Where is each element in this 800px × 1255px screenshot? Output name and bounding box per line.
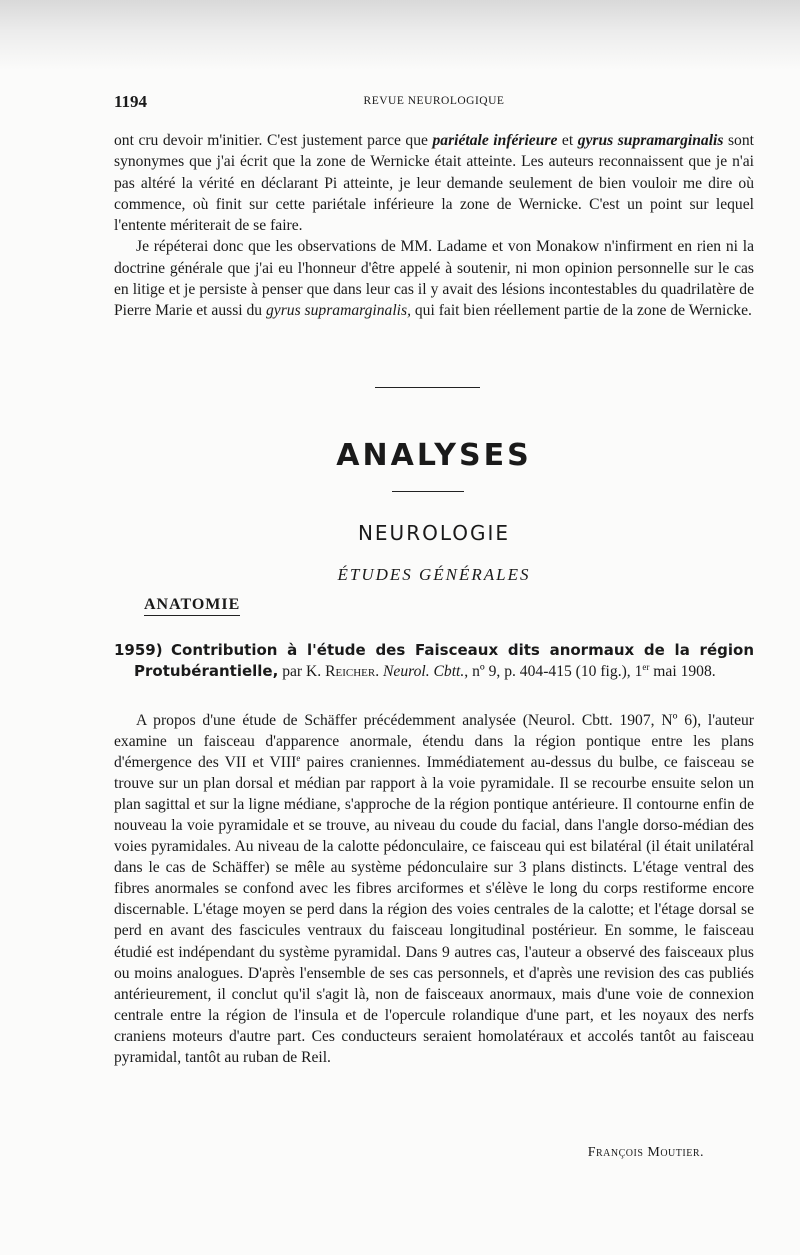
separator-rule-2 bbox=[392, 491, 464, 492]
intro-paragraph-2 bbox=[114, 236, 754, 321]
intro-p1-b: et bbox=[557, 132, 578, 149]
entry-body-a: A propos d'une étude de Schäffer précédemment analysée (Neurol. Cbtt. bbox=[136, 712, 620, 729]
entry-title: Contribution à l'étude des Faisceaux dits anormaux de la région Protubérantielle, bbox=[134, 641, 754, 680]
page-number: 1194 bbox=[114, 92, 148, 111]
journal-title: REVUE NEUROLOGIQUE bbox=[363, 95, 505, 107]
entry-body-paragraph bbox=[114, 710, 754, 1068]
intro-p1-c: sont synonymes que j'ai écrit que la zone de Wernicke était atteinte. Les auteurs reconnaissent que je n'ai pas altéré la vérité en déclarant Pi atteinte, je leur demande seulement de bien vouloir me dire où commence, où finit sur cette pariétale inférieure la zone de Wernicke. C'est un point sur lequel l'entente mériterait de se faire. bbox=[114, 132, 754, 235]
entry-citation bbox=[114, 640, 754, 682]
entry-date-sup: er bbox=[642, 661, 650, 672]
entry-volume: , nº 9, p. 404-415 (10 fig.), 1 bbox=[464, 663, 643, 680]
scan-shading bbox=[0, 0, 800, 70]
term-gyrus-supramarginalis: gyrus supramarginalis bbox=[577, 132, 724, 149]
entry-by: par bbox=[278, 663, 307, 680]
term-parietale-inferieure: pariétale inférieure bbox=[432, 132, 558, 149]
entry-date: mai 1908. bbox=[649, 663, 716, 680]
category-title: ÉTUDES GÉNÉRALES bbox=[337, 565, 531, 584]
analysis-entry bbox=[114, 640, 754, 682]
separator-rule-1 bbox=[375, 387, 480, 388]
entry-body-b: , l'auteur examine un faisceau d'apparence anormale, étendu dans la région pontique entre les plans d'émergence des VII et VIII bbox=[114, 712, 754, 772]
intro-p2-b: qui fait bien réellement partie de la zone de Wernicke. bbox=[410, 302, 752, 320]
entry-number: 1959) bbox=[114, 641, 163, 659]
entry-body-c: paires craniennes. Immédiatement au-dessus du bulbe, ce faisceau se trouve sur un plan dorsal et médian par rapport à la voie pyramidale. Il se recourbe ensuite selon un plan sagittal et sur la ligne médiane, s'approche de la région pontique antérieure. Il contourne enfin de nouveau la voie pyramidale et se trouve, au niveau du coude du facial, dans l'angle dorso-médian des voies pyramidales. Au niveau de la calotte pédonculaire, ce faisceau qui est bilatéral (il était unilatéral dans le cas de Schäffer) se mêle au système pédonculaire sur 3 plans distincts. L'étage ventral des fibres anormales se confond avec les fibres arciformes et s'élève le long du corps restiforme encore discernable. L'étage moyen se perd dans la région des voies centrales de la calotte; et l'étage dorsal se perd en avant des fascicules ventraux du faisceau longitudinal postérieur. En somme, le faisceau étudié est indépendant du système pyramidal. Dans 9 autres cas, l'auteur a observé des faisceaux plus ou moins analogues. D'après l'ensemble de ses cas personnels, et d'après une revision des cas publiés antérieurement, il conclut qu'il s'agit là, non de faisceaux anormaux, mais d'une voie de connexion centrale entre la région de l'insula et de l'opercule rolandique d'une part, et les noyaux des nerfs craniens moteurs d'autre part. Ces conducteurs seraient homolatéraux et accolés tantôt au faisceau pyramidal, tantôt au ruban de Reil. bbox=[114, 754, 755, 1066]
entry-body-sup: e bbox=[296, 752, 301, 763]
entry-body bbox=[114, 710, 754, 1068]
entry-journal: Neurol. Cbtt. bbox=[379, 663, 465, 680]
term-gyrus-supramarginalis-2: gyrus supramarginalis, bbox=[266, 302, 411, 320]
running-header bbox=[114, 92, 754, 114]
intro-p2-a: Je répéterai donc que les observations de MM. Ladame et von Monakow n'infirment en rien ni la doctrine générale que j'ai eu l'honneur d'être appelé à soutenir, ni mon opinion personnelle sur le cas en litige et je persiste à penser que dans leur cas il y avait des lésions incontestables du quadrilatère de Pierre Marie et aussi du bbox=[114, 238, 754, 320]
intro-p1-a: ont cru devoir m'initier. C'est justement parce que bbox=[114, 132, 433, 149]
rubric-title: ANATOMIE bbox=[144, 596, 240, 616]
signature: François Moutier. bbox=[587, 1145, 704, 1160]
intro-text bbox=[114, 130, 754, 322]
intro-paragraph-1 bbox=[114, 130, 754, 236]
entry-author: K. Reicher. bbox=[306, 663, 380, 680]
entry-body-year: 1907, Nº 6) bbox=[619, 712, 698, 729]
section-title: ANALYSES bbox=[336, 438, 532, 473]
subsection-title: NEUROLOGIE bbox=[357, 521, 511, 545]
